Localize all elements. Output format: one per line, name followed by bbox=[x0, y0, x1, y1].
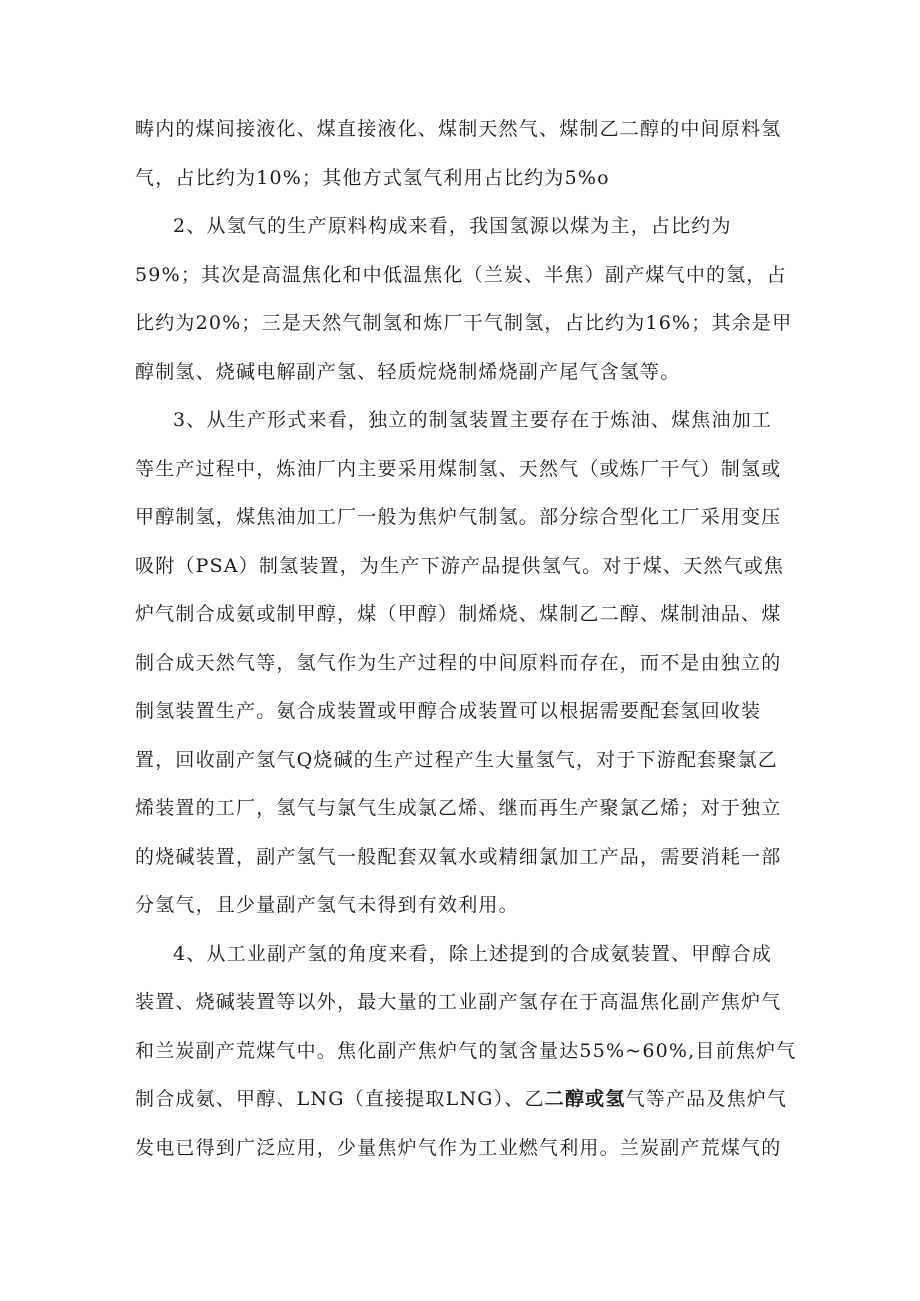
text-line: 制合成天然气等，氢气作为生产过程的中间原料而存在，而不是由独立的 bbox=[135, 651, 782, 674]
text-line: 和兰炭副产荒煤气中。焦化副产焦炉气的氢含量达55%~60%,目前焦炉气 bbox=[135, 1039, 797, 1062]
text-line: 制氢装置生产。氨合成装置或甲醇合成装置可以根据需要配套氢回收装 bbox=[135, 700, 762, 722]
text-line: 3、从生产形式来看，独立的制氢装置主要存在于炼油、煤焦油加工 bbox=[173, 409, 773, 431]
text-line: 4、从工业副产氢的角度来看，除上述提到的合成氨装置、甲醇合成 bbox=[173, 942, 773, 965]
text-run: 制合成氨、甲醇、LNG（直接提取LNG）、乙 bbox=[135, 1088, 545, 1110]
paragraph-2 bbox=[135, 202, 793, 396]
text-line: 置，回收副产氢气Q烧碱的生产过程产生大量氢气，对于下游配套聚氯乙 bbox=[135, 748, 778, 771]
text-line: 的烧碱装置，副产氢气一般配套双氧水或精细氯加工产品，需要消耗一部 bbox=[135, 845, 782, 868]
text-line: 2、从氢气的生产原料构成来看，我国氢源以煤为主，占比约为 bbox=[173, 215, 732, 237]
paragraph-continuation bbox=[135, 105, 785, 202]
text-line: 畴内的煤间接液化、煤直接液化、煤制天然气、煤制乙二醇的中间原料氢 bbox=[135, 118, 782, 140]
paragraph-3 bbox=[135, 396, 785, 930]
text-line: 吸附（PSA）制氢装置，为生产下游产品提供氢气。对于煤、天然气或焦 bbox=[135, 554, 785, 577]
text-line: 比约为20%；三是天然气制氢和炼厂干气制氢，占比约为16%；其余是甲 bbox=[135, 312, 793, 334]
text-line: 发电已得到广泛应用，少量焦炉气作为工业燃气利用。兰炭副产荒煤气的 bbox=[135, 1136, 782, 1159]
bold-text-run: 二醇或氢 bbox=[544, 1088, 626, 1110]
text-run: 气等产品及焦炉气 bbox=[625, 1088, 788, 1110]
text-line-with-bold bbox=[135, 1075, 788, 1124]
text-line: 59%；其次是高温焦化和中低温焦化（兰炭、半焦）副产煤气中的氢，占 bbox=[135, 263, 787, 286]
text-line: 甲醇制氢，煤焦油加工厂一般为焦炉气制氢。部分综合型化工厂采用变压 bbox=[135, 506, 782, 528]
text-line: 等生产过程中，炼油厂内主要采用煤制氢、天然气（或炼厂干气）制氢或 bbox=[135, 457, 782, 480]
document-body bbox=[135, 105, 797, 1172]
text-line: 炉气制合成氨或制甲醇，煤（甲醇）制烯烧、煤制乙二醇、煤制油品、煤 bbox=[135, 603, 782, 625]
text-line: 装置、烧碱装置等以外，最大量的工业副产氢存在于高温焦化副产焦炉气 bbox=[135, 991, 782, 1013]
paragraph-4 bbox=[135, 930, 797, 1173]
text-line: 烯装置的工厂，氢气与氯气生成氯乙烯、继而再生产聚氯乙烯；对于独立 bbox=[135, 797, 782, 819]
text-line: 气，占比约为10%；其他方式氢气利用占比约为5%o bbox=[135, 166, 610, 189]
text-line: 醇制氢、烧碱电解副产氢、轻质烷烧制烯烧副产尾气含氢等。 bbox=[135, 360, 681, 383]
text-line: 分氢气，且少量副产氢气未得到有效利用。 bbox=[135, 894, 519, 916]
